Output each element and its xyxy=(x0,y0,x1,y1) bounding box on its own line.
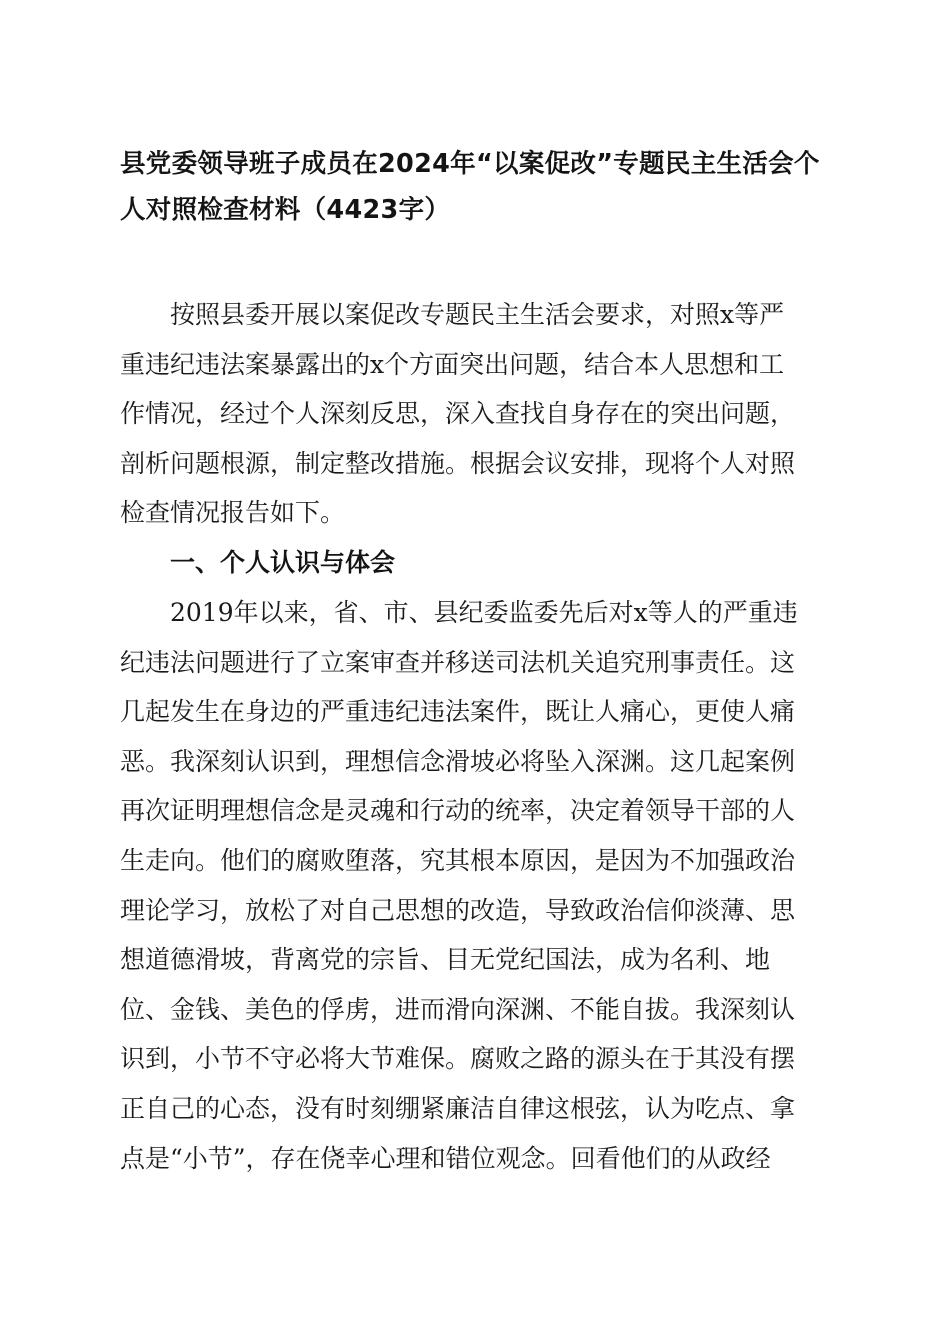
paragraph-line: 几起发生在身边的严重违纪违法案件，既让人痛心，更使人痛 xyxy=(120,697,796,727)
paragraph-line: 再次证明理想信念是灵魂和行动的统率，决定着领导干部的人 xyxy=(120,796,796,826)
paragraph-line: 检查情况报告如下。 xyxy=(120,498,346,528)
section-heading: 一、个人认识与体会 xyxy=(170,548,396,577)
intro-paragraph xyxy=(120,290,832,538)
title-line: 人对照检查材料（4423字） xyxy=(120,195,451,225)
paragraph-line: 点是“小节”，存在侥幸心理和错位观念。回看他们的从政经 xyxy=(120,1143,771,1173)
paragraph-line: 正自己的心态，没有时刻绷紧廉洁自律这根弦，认为吃点、拿 xyxy=(120,1093,796,1123)
paragraph-line: 理论学习，放松了对自己思想的改造，导致政治信仰淡薄、思 xyxy=(120,895,796,925)
paragraph-line: 重违纪违法案暴露出的x个方面突出问题，结合本人思想和工 xyxy=(120,349,785,379)
paragraph-line: 作情况，经过个人深刻反思，深入查找自身存在的突出问题， xyxy=(120,399,796,429)
paragraph-line: 2019年以来，省、市、县纪委监委先后对x等人的严重违 xyxy=(170,598,798,627)
paragraph-line: 生走向。他们的腐败堕落，究其根本原因，是因为不加强政治 xyxy=(120,845,796,875)
title-line: 县党委领导班子成员在2024年“以案促改”专题民主生活会个 xyxy=(120,149,820,179)
paragraph-line: 恶。我深刻认识到，理想信念滑坡必将坠入深渊。这几起案例 xyxy=(120,746,796,776)
section-paragraph xyxy=(120,588,832,1183)
paragraph-line: 识到，小节不守必将大节难保。腐败之路的源头在于其没有摆 xyxy=(120,1044,796,1074)
paragraph-line: 按照县委开展以案促改专题民主生活会要求，对照x等严 xyxy=(170,300,785,329)
paragraph-line: 想道德滑坡，背离党的宗旨、目无党纪国法，成为名利、地 xyxy=(120,945,771,975)
paragraph-line: 纪违法问题进行了立案审查并移送司法机关追究刑事责任。这 xyxy=(120,647,796,677)
paragraph-line: 位、金钱、美色的俘虏，进而滑向深渊、不能自拔。我深刻认 xyxy=(120,994,796,1024)
document-title xyxy=(120,141,830,233)
paragraph-line: 剖析问题根源，制定整改措施。根据会议安排，现将个人对照 xyxy=(120,448,796,478)
